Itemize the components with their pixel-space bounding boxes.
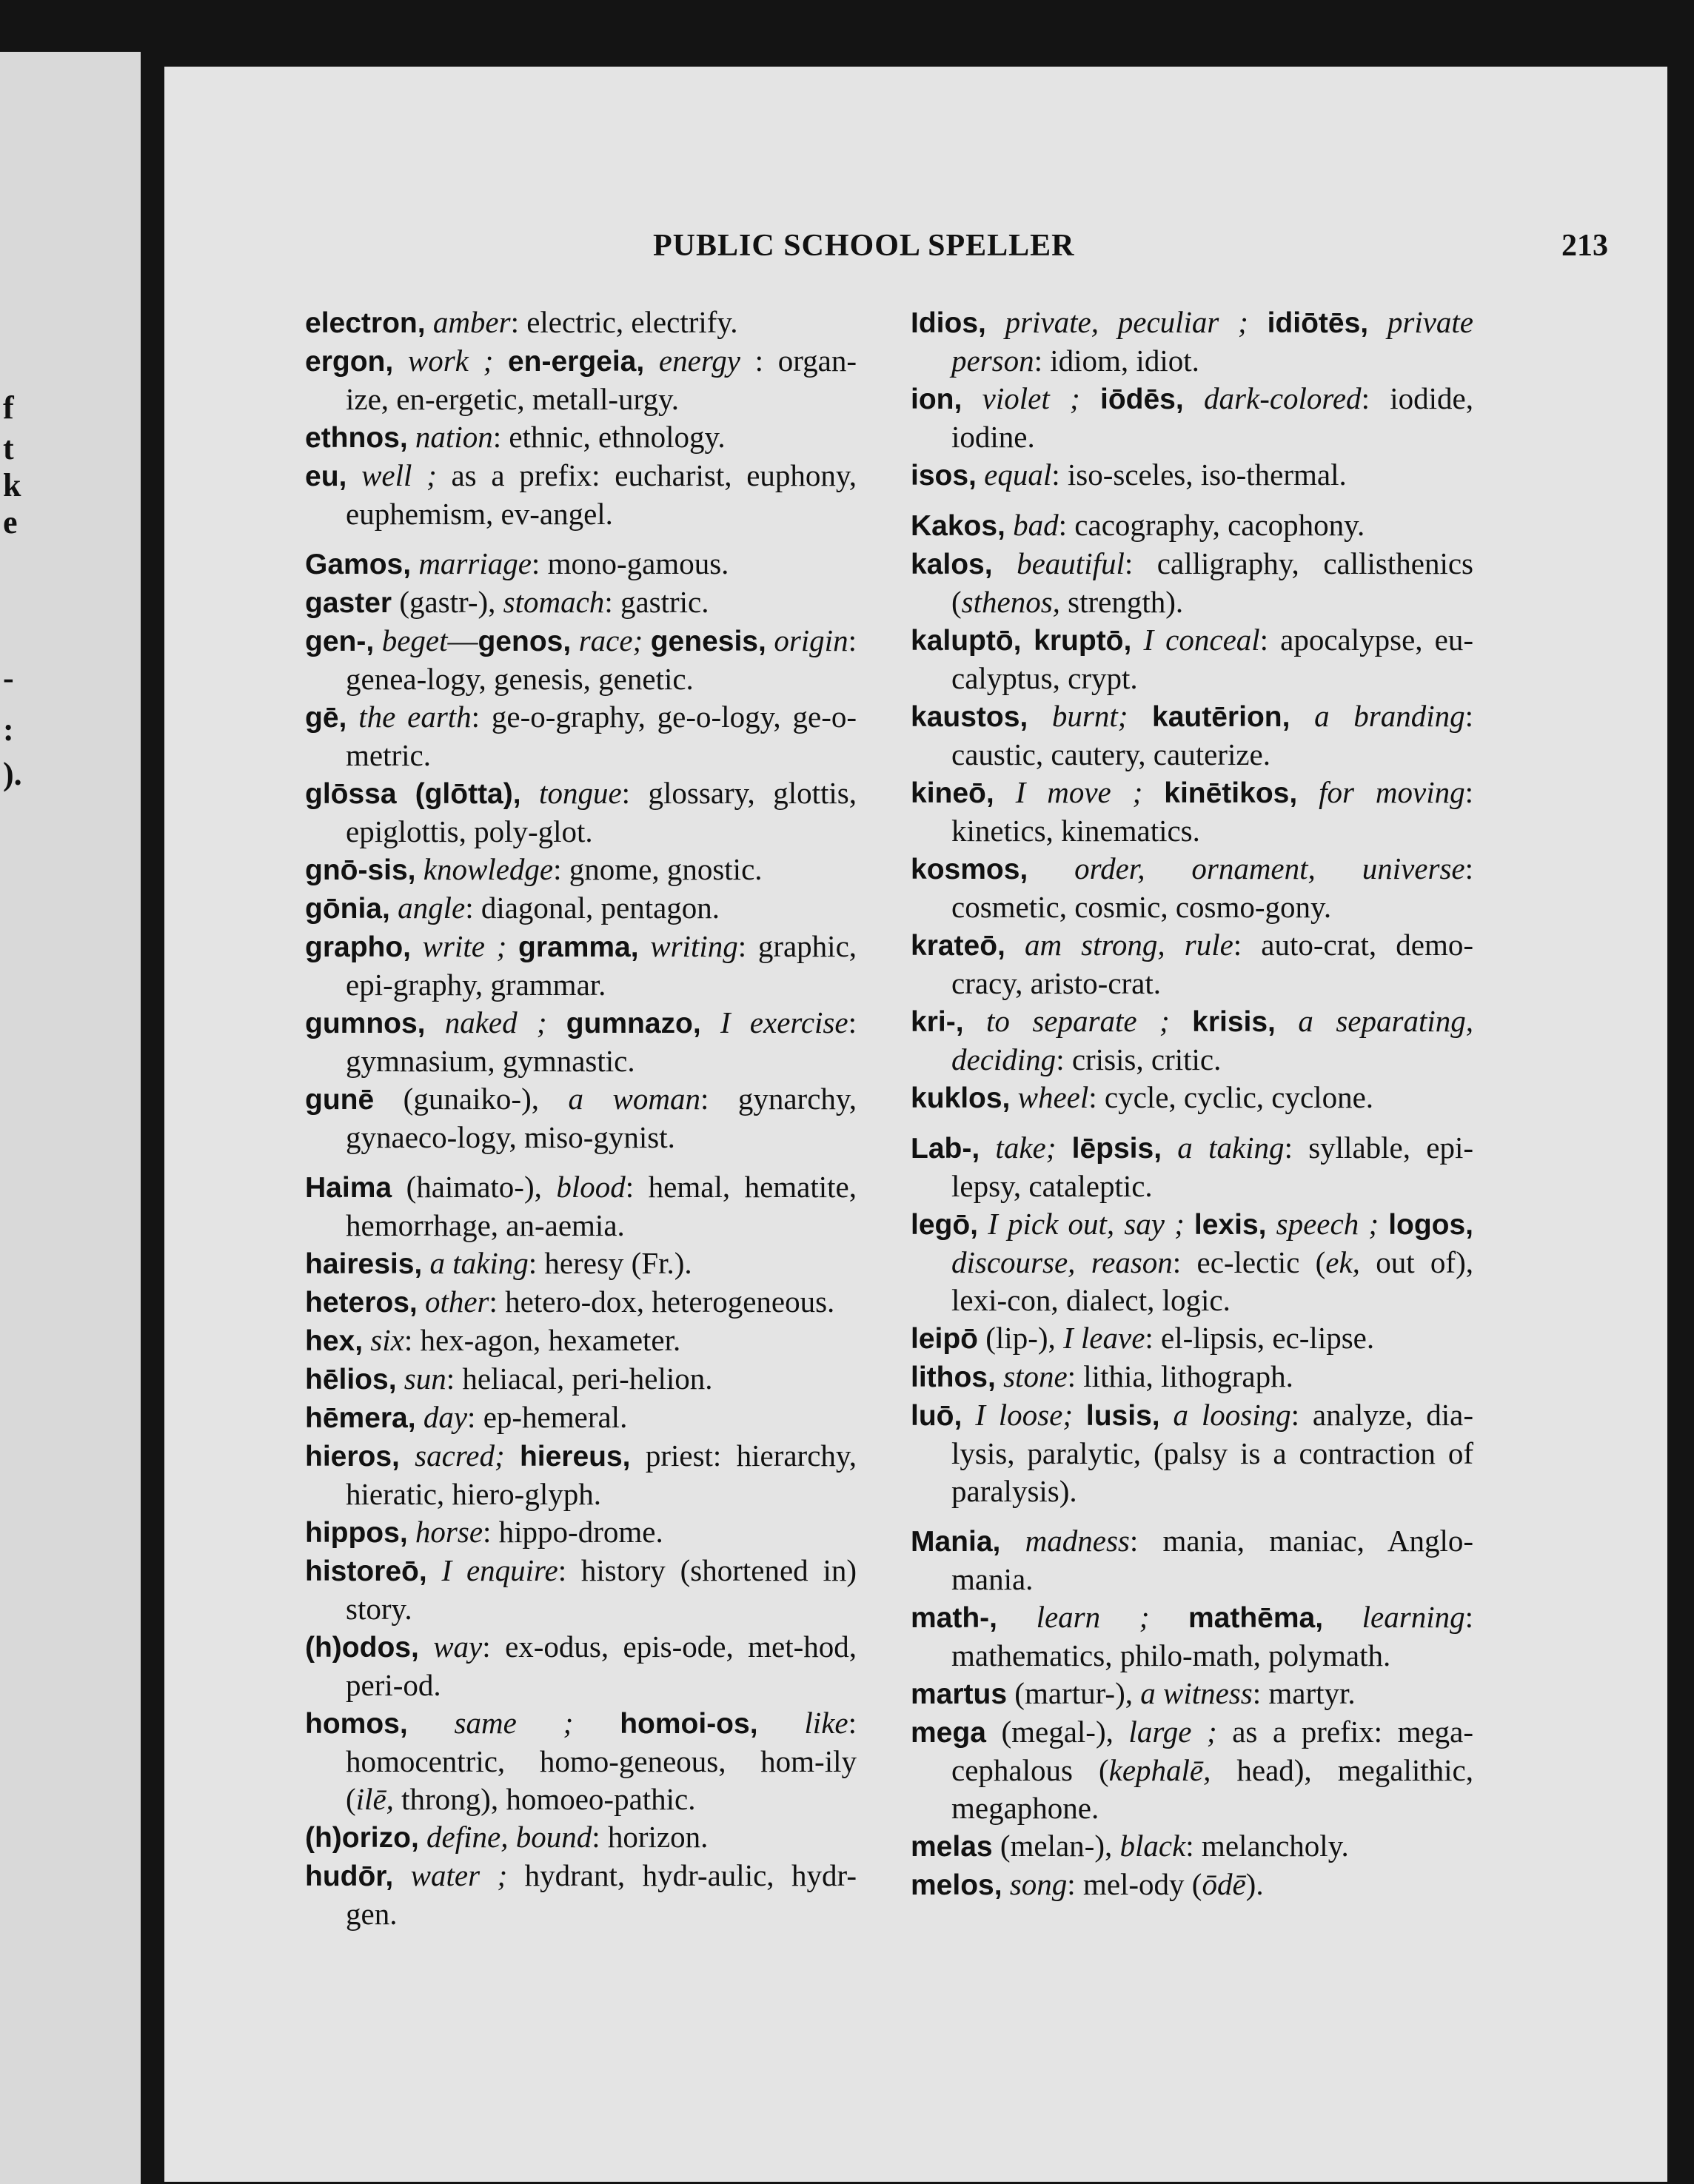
entry-headword: (h)odos, [305,1632,419,1664]
dictionary-entry [305,698,857,774]
dictionary-entry [911,1522,1473,1598]
entry-meaning: a witness [1140,1676,1253,1710]
entry-headword: grapho, [305,931,411,963]
entry-text: priest: hierarchy, hieratic, hiero-glyph. [346,1438,857,1511]
entry-meaning: write ; [411,929,507,963]
entry-text: : ge-o-graphy, ge-o-logy, ge-o-metric. [346,700,857,772]
dictionary-entry [305,889,857,928]
entry-meaning: energy [644,344,740,378]
adjacent-page-letter: f [3,389,14,426]
adjacent-page-letter: : [3,711,14,748]
entry-meaning: tongue [520,776,622,810]
entry-meaning: knowledge [415,852,554,886]
entry-text [506,929,518,963]
entry-headword: kalos, [911,549,993,580]
entry-meaning: race; [571,623,643,657]
entry-text: out of), lexi-con, dialect, logic. [951,1245,1473,1317]
dictionary-entry [305,774,857,851]
entry-headword: martus [911,1678,1008,1710]
dictionary-entry [305,622,857,698]
entry-headword: melas [911,1831,993,1863]
entry-meaning: the earth [346,700,472,734]
entry-text: : crisis, critic. [1056,1042,1222,1076]
dictionary-entry [911,1205,1473,1319]
entry-meaning: discourse, reason [951,1245,1173,1279]
entry-text: : idiom, idiot. [1034,344,1199,378]
entry-headword: electron, [305,307,426,339]
entry-headword: Mania, [911,1526,1001,1558]
adjacent-page-letter: k [3,467,21,503]
entry-text [1080,381,1100,415]
entry-text [1056,1130,1071,1165]
entry-text: head), megalithic, megaphone. [951,1753,1473,1825]
dictionary-entry [911,1675,1473,1713]
entry-text: : horizon. [592,1820,709,1854]
dictionary-entry [305,304,857,342]
entry-headword: kuklos, [911,1082,1011,1114]
entry-text: : melancholy. [1185,1829,1349,1863]
entry-meaning: private person [951,305,1474,378]
entry-meaning: kephalē, [1108,1753,1211,1787]
dictionary-entry [305,1168,857,1245]
entry-headword: (h)orizo, [305,1822,419,1854]
entry-meaning: like [757,1706,848,1740]
adjacent-page-letter: ). [3,756,22,792]
entry-meaning: I enquire [426,1553,558,1587]
entry-meaning: a separating, deciding [951,1004,1473,1076]
entry-text: : analyze, dia-lysis, paralytic, (palsy is a contraction of paralysis). [951,1398,1473,1508]
entry-headword: lusis, [1085,1400,1160,1432]
entry-meaning: ilē, [355,1782,394,1816]
entry-text: : iso-sceles, iso-thermal. [1051,458,1347,492]
dictionary-entry [305,342,857,418]
entry-text [1379,1207,1388,1241]
entry-text: : lithia, lithograph. [1067,1359,1293,1393]
entry-headword: kautērion, [1152,701,1290,733]
entry-meaning: writing [638,929,738,963]
entry-text: : genea-logy, genesis, genetic. [346,623,857,696]
entry-headword: gnō-sis, [305,854,416,886]
entry-text: : syllable, epi-lepsy, cataleptic. [951,1130,1473,1203]
dictionary-entry [305,1360,857,1399]
entry-meaning: well ; [346,458,437,492]
entry-meaning: dark-colored [1183,381,1362,415]
entry-meaning: beautiful [992,546,1125,580]
entry-headword: Lab-, [911,1133,980,1165]
dictionary-entry [305,851,857,889]
dictionary-entry [305,1628,857,1704]
entry-meaning: madness [1000,1524,1130,1558]
dictionary-entry [911,1713,1473,1827]
entry-headword: kineō, [911,777,994,809]
entry-headword: leipō [911,1323,979,1355]
entry-text: : hetero-dox, heterogeneous. [489,1284,835,1319]
entry-headword: logos, [1388,1209,1474,1241]
entry-headword: gumnos, [305,1008,426,1039]
entry-text: : history (shortened in) story. [346,1553,857,1626]
entry-headword: ethnos, [305,422,408,454]
entry-headword: mathēma, [1188,1602,1324,1634]
dictionary-entry [911,1129,1473,1205]
entry-headword: hiereus, [519,1441,631,1473]
dictionary-entry [911,304,1473,380]
entry-text: : kinetics, kinematics. [951,775,1473,848]
entry-text: : mono-gamous. [531,546,729,580]
entry-headword: gē, [305,702,347,734]
entry-headword: isos, [911,460,977,492]
entry-meaning: work ; [393,344,494,378]
dictionary-entry [305,545,857,583]
entry-text: (gunaiko-), [374,1082,569,1116]
entry-text [505,1438,520,1473]
entry-text: : gymnasium, gymnastic. [346,1005,857,1078]
entry-meaning: sacred; [399,1438,505,1473]
entry-text [1248,305,1268,339]
entry-headword: iōdēs, [1100,383,1184,415]
entry-text: : cycle, cyclic, cyclone. [1088,1080,1374,1114]
entry-text: : el-lipsis, ec-lipse. [1145,1321,1375,1355]
entry-meaning: am strong, rule [1005,928,1233,962]
entry-text: : mathematics, philo-math, polymath. [951,1600,1473,1672]
dictionary-entry [911,926,1473,1002]
entry-headword: hairesis, [305,1248,423,1280]
entry-headword: ion, [911,383,962,415]
entry-text: : iodide, iodine. [951,381,1473,454]
entry-headword: mega [911,1717,986,1749]
entry-text: : glossary, glottis, epiglottis, poly-glot. [346,776,857,848]
dictionary-entry [911,545,1473,621]
entry-text: (martur-), [1007,1676,1141,1710]
dictionary-entry [305,1857,857,1933]
entry-text: — [447,623,478,657]
dictionary-entry [911,1396,1473,1510]
entry-meaning: equal [976,458,1052,492]
entry-text [493,344,508,378]
entry-text: hydrant, hydr-aulic, hydr-gen. [346,1858,857,1931]
book-page [164,67,1667,2182]
entry-meaning: I leave [1063,1321,1145,1355]
entry-headword: krisis, [1192,1006,1276,1038]
entry-meaning: sun [396,1361,446,1396]
entry-meaning: nation [407,420,493,454]
adjacent-page-letter: e [3,504,18,540]
entry-meaning: burnt; [1028,699,1128,733]
entry-text: (haimato-), [392,1170,557,1204]
running-title: PUBLIC SCHOOL SPELLER [653,229,1075,263]
dictionary-entry [305,1552,857,1628]
entry-text: (lip-), [978,1321,1064,1355]
entry-text [573,1706,620,1740]
entry-text: as a prefix: mega-cephalous ( [951,1715,1474,1787]
entry-headword: hex, [305,1325,364,1357]
entry-text: : mel-ody ( [1067,1867,1202,1901]
entry-headword: gunē [305,1084,375,1116]
adjacent-page-letter: t [3,430,14,466]
entry-headword: genos, [478,626,572,657]
entry-text: : graphic, epi-graphy, grammar. [346,929,857,1002]
entry-text: : caustic, cautery, cauterize. [951,699,1473,771]
entry-text: : homocentric, homo-geneous, hom-ily ( [346,1706,857,1816]
entry-headword: lithos, [911,1361,996,1393]
entry-text: : gnome, gnostic. [553,852,763,886]
entry-headword: idiōtēs, [1267,307,1369,339]
adjacent-page-strip [0,52,148,2184]
entry-text: : calligraphy, callisthenics ( [951,546,1473,619]
dictionary-entry [305,418,857,457]
entry-text: (melan-), [992,1829,1120,1863]
dictionary-entry [305,457,857,533]
entry-headword: eu, [305,460,347,492]
entry-meaning: I conceal [1131,623,1260,657]
right-column [911,304,1473,1904]
dictionary-entry [305,1437,857,1513]
entry-meaning: song [1002,1867,1068,1901]
entry-headword: krateō, [911,930,1005,962]
page-fold [141,52,153,2184]
entry-meaning: I move ; [994,775,1143,809]
entry-headword: Kakos, [911,510,1005,542]
page-header [164,228,1667,272]
entry-headword: kri-, [911,1006,964,1038]
entry-meaning: beget [374,623,448,657]
entry-text: : ethnic, ethnology. [492,420,726,454]
entry-meaning: water ; [393,1858,508,1892]
dictionary-entry [305,583,857,622]
entry-headword: en-ergeia, [507,346,645,378]
dictionary-entry [911,1866,1473,1904]
dictionary-entry [911,506,1473,545]
entry-headword: homoi-os, [620,1708,758,1740]
entry-headword: gumnazo, [566,1008,701,1039]
entry-text [547,1005,566,1039]
entry-meaning: blood [556,1170,626,1204]
page-number: 213 [1561,229,1608,263]
entry-headword: Haima [305,1172,392,1204]
entry-headword: heteros, [305,1287,418,1319]
dictionary-entry [911,1002,1473,1079]
entry-headword: hēmera, [305,1402,416,1434]
entry-meaning: I exercise [700,1005,848,1039]
dictionary-entry [305,1513,857,1552]
entry-text: : martyr. [1252,1676,1356,1710]
dictionary-entry [305,1080,857,1156]
entry-meaning: I loose; [962,1398,1073,1432]
entry-headword: kinētikos, [1164,777,1298,809]
entry-headword: hudōr, [305,1860,394,1892]
dictionary-entry [305,1322,857,1360]
entry-headword: melos, [911,1869,1002,1901]
entry-text: : gastric. [604,585,709,619]
entry-meaning: violet ; [962,381,1080,415]
entry-meaning: a loosing [1159,1398,1291,1432]
dictionary-entry [305,1283,857,1322]
entry-text [1149,1600,1188,1634]
entry-headword: genesis, [650,626,766,657]
entry-headword: kaluptō, kruptō, [911,625,1132,657]
entry-meaning: large ; [1128,1715,1217,1749]
adjacent-page-letter: - [3,660,14,696]
entry-headword: math-, [911,1602,997,1634]
entry-meaning: marriage [411,546,532,580]
entry-headword: gōnia, [305,893,390,925]
dictionary-entry [911,850,1473,926]
entry-text [643,623,651,657]
entry-text: : cosmetic, cosmic, cosmo-gony. [951,851,1473,924]
entry-text: : auto-crat, demo-cracy, aristo-crat. [951,928,1473,1000]
entry-text: : heresy (Fr.). [528,1246,692,1280]
entry-headword: legō, [911,1209,979,1241]
entry-meaning: order, ornament, universe [1028,851,1465,885]
entry-text: : hemal, hematite, hemorrhage, an-aemia. [346,1170,857,1242]
entry-text: : organ-ize, en-ergetic, metall-urgy. [346,344,857,416]
entry-text: : diagonal, pentagon. [465,891,720,925]
dictionary-entry [911,1827,1473,1866]
entry-text: : electric, electrify. [510,305,738,339]
entry-meaning: stomach [503,585,605,619]
dictionary-entry [305,928,857,1004]
entry-headword: gaster [305,587,392,619]
entry-meaning: amber [425,305,511,339]
entry-meaning: way [418,1629,483,1664]
entry-text: : mania, maniac, Anglo-mania. [951,1524,1473,1596]
entry-text [1170,1004,1192,1038]
dictionary-entry [911,1319,1473,1358]
entry-text: ). [1245,1867,1264,1901]
entry-meaning: black [1119,1829,1186,1863]
entry-headword: homos, [305,1708,408,1740]
entry-headword: Idios, [911,307,986,339]
entry-text: : ep-hemeral. [467,1400,628,1434]
entry-headword: hieros, [305,1441,400,1473]
entry-meaning: naked ; [425,1005,547,1039]
entry-meaning: a woman [568,1082,700,1116]
entry-headword: ergon, [305,346,394,378]
dictionary-entry [911,1358,1473,1396]
dictionary-entry [911,456,1473,495]
entry-text: strength). [1059,585,1184,619]
entry-meaning: angle [389,891,466,925]
entry-headword: kosmos, [911,854,1028,885]
dictionary-entry [911,774,1473,850]
entry-meaning: stone [995,1359,1068,1393]
entry-meaning: six [363,1323,404,1357]
entry-meaning: to separate ; [963,1004,1170,1038]
dictionary-entry [305,1399,857,1437]
entry-meaning: define, bound [418,1820,592,1854]
entry-text: throng), homoeo-pathic. [393,1782,696,1816]
entry-text: : apocalypse, eu-calyptus, crypt. [951,623,1473,695]
entry-headword: gramma, [518,931,639,963]
entry-meaning: a taking [1162,1130,1285,1165]
dictionary-entry [305,1818,857,1857]
entry-text: as a prefix: eucharist, euphony, euphemism, ev-angel. [346,458,857,531]
entry-meaning: ek, [1325,1245,1360,1279]
entry-headword: glōssa (glōtta), [305,778,521,810]
entry-meaning: ōdē [1202,1867,1246,1901]
entry-text: : ec-lectic ( [1172,1245,1326,1279]
entry-meaning: learning [1323,1600,1465,1634]
entry-meaning: a taking [422,1246,529,1280]
entry-headword: hēlios, [305,1364,397,1396]
entry-headword: lēpsis, [1071,1133,1162,1165]
dictionary-entry [911,697,1473,774]
entry-text [1128,699,1152,733]
dictionary-entry [911,1598,1473,1675]
entry-headword: Gamos, [305,549,412,580]
left-column [305,304,857,1933]
dictionary-entry [911,621,1473,697]
entry-meaning: a branding [1290,699,1465,733]
entry-text: : gynarchy, gynaeco-logy, miso-gynist. [346,1082,857,1154]
entry-headword: luō, [911,1400,962,1432]
entry-headword: kaustos, [911,701,1028,733]
entry-meaning: I pick out, say ; [978,1207,1185,1241]
entry-text: : heliacal, peri-helion. [446,1361,713,1396]
entry-meaning: origin [766,623,848,657]
entry-meaning: horse [407,1515,483,1549]
entry-text [1142,775,1164,809]
entry-text: (megal-), [985,1715,1129,1749]
entry-headword: lexis, [1194,1209,1267,1241]
entry-meaning: day [415,1400,468,1434]
entry-text: : cacography, cacophony. [1058,508,1365,542]
entry-text: : hippo-drome. [483,1515,663,1549]
dictionary-entry [911,380,1473,456]
dictionary-entry [305,1704,857,1818]
entry-text [1185,1207,1194,1241]
entry-meaning: sthenos, [961,585,1060,619]
entry-meaning: for moving [1297,775,1465,809]
entry-meaning: private, peculiar ; [985,305,1248,339]
entry-meaning: speech ; [1266,1207,1379,1241]
entry-meaning: wheel [1010,1080,1089,1114]
entry-meaning: other [417,1284,489,1319]
entry-headword: gen-, [305,626,375,657]
dictionary-entry [305,1245,857,1283]
entry-meaning: learn ; [997,1600,1150,1634]
entry-meaning: bad [1005,508,1059,542]
entry-text: : hex-agon, hexameter. [404,1323,681,1357]
entry-meaning: same ; [407,1706,574,1740]
entry-meaning: take; [980,1130,1057,1165]
entry-text [1073,1398,1086,1432]
entry-headword: historeō, [305,1555,427,1587]
entry-headword: hippos, [305,1517,408,1549]
entry-text: (gastr-), [392,585,503,619]
entry-text: : ex-odus, epis-ode, met-hod, peri-od. [346,1629,857,1702]
dictionary-entry [305,1004,857,1080]
dictionary-entry [911,1079,1473,1117]
